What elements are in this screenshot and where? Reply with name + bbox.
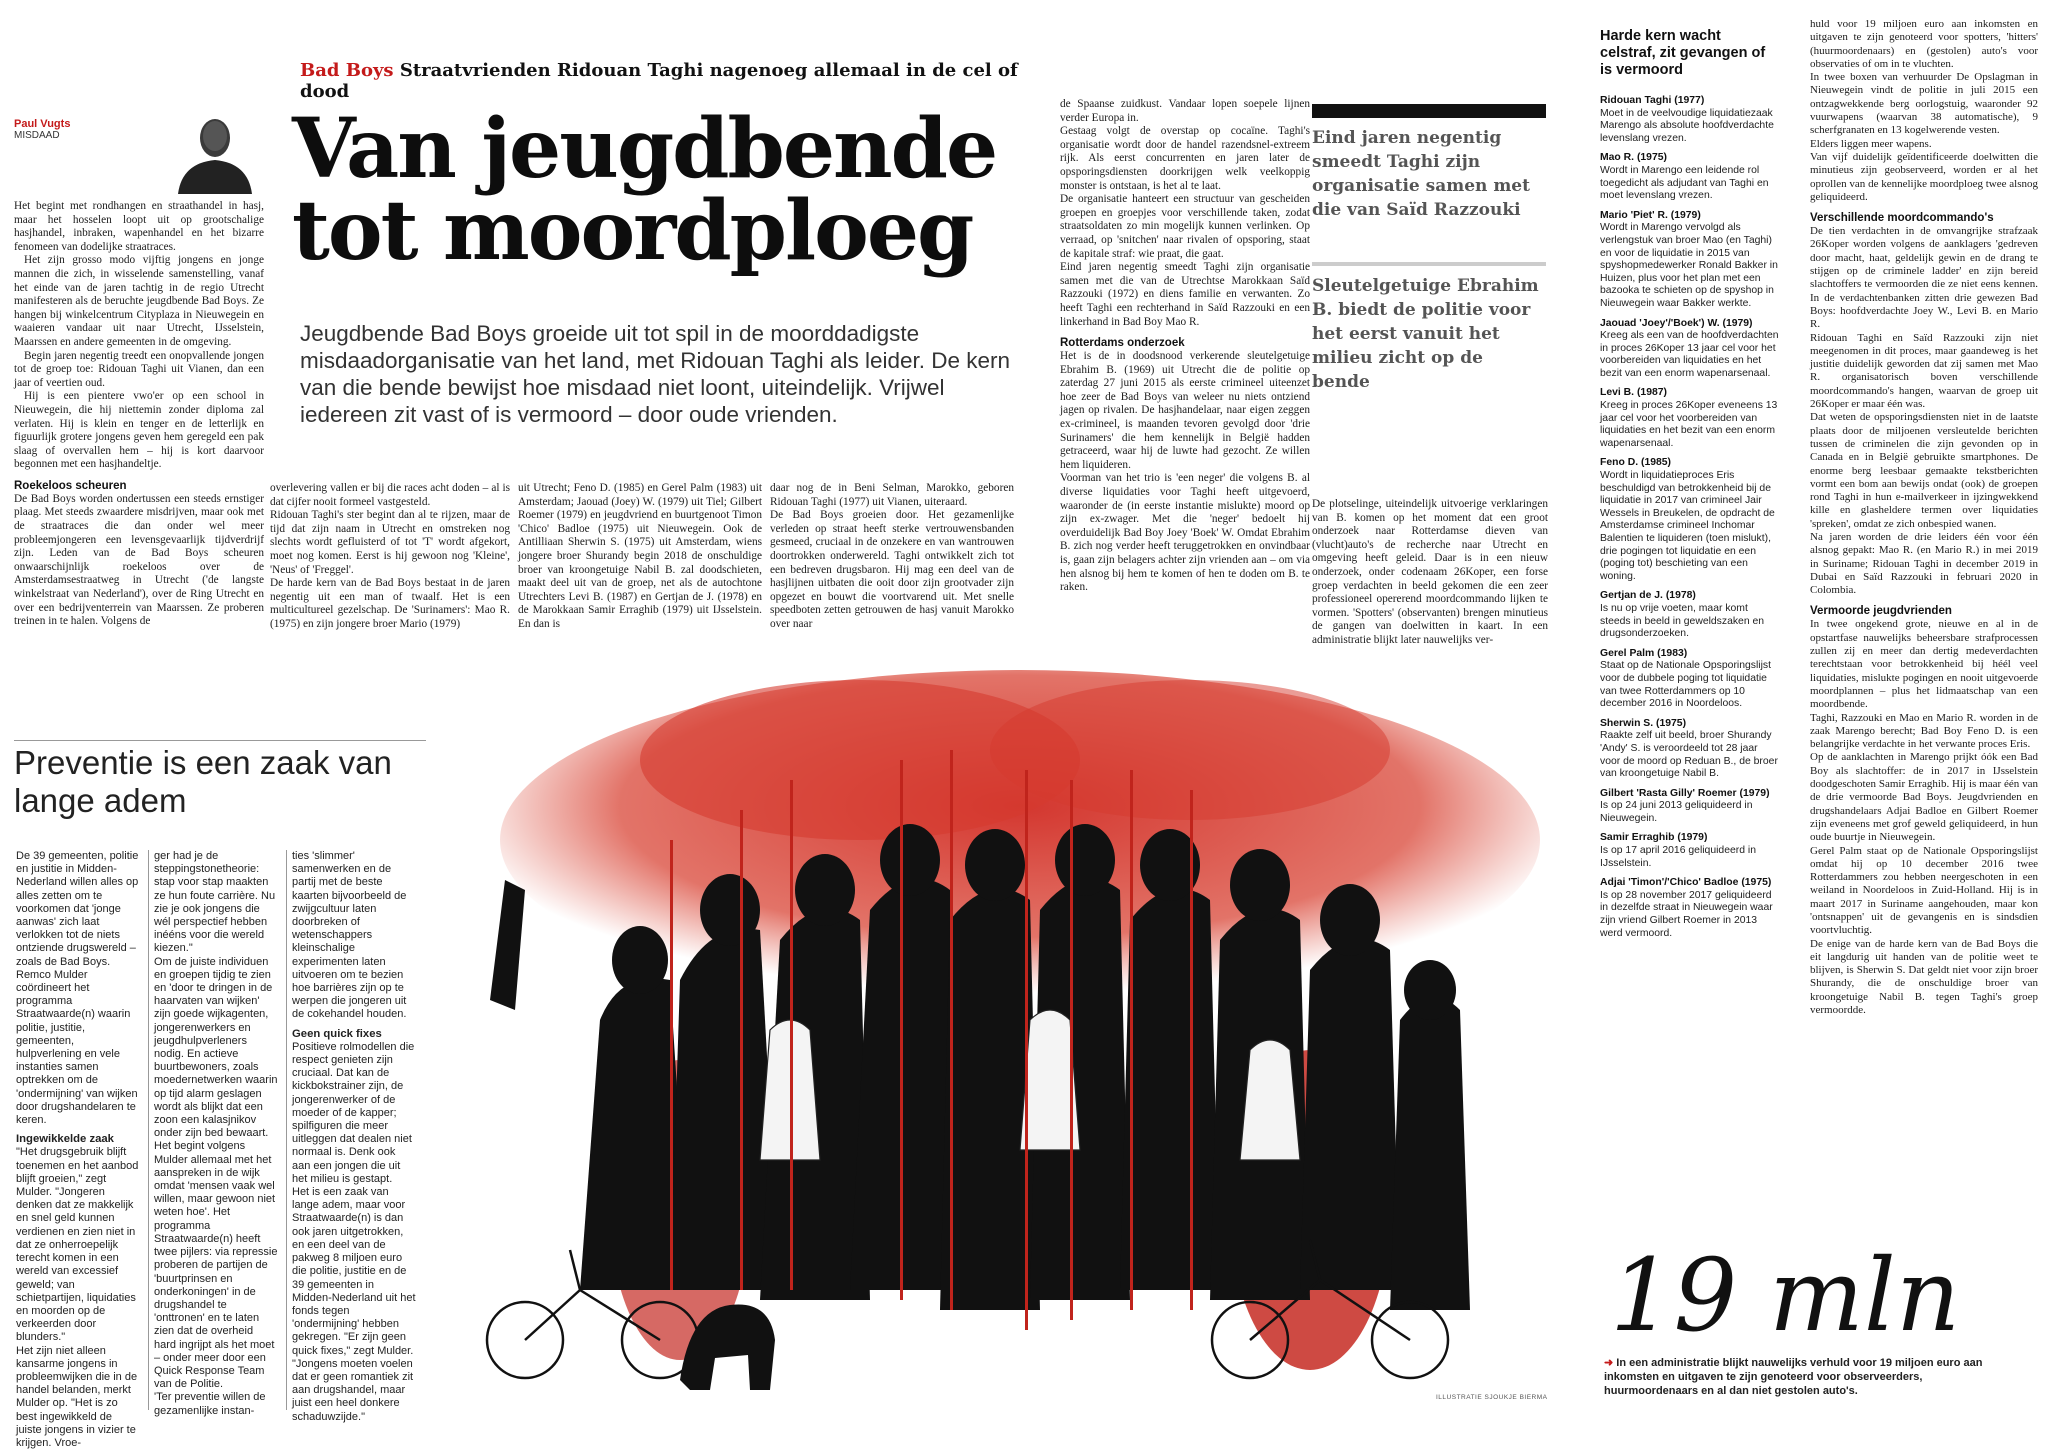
headline-line1: Van jeugdbende — [292, 101, 997, 197]
kicker — [300, 60, 1020, 102]
big-number-caption: ➜ In een administratie blijkt nauwelijks verhuld voor 19 miljoen euro aan inkomsten en uitgaven te zijn genoteerd voor observeerders, huurmoordenaars en al dan niet gestolen auto's. — [1604, 1357, 1983, 1397]
byline — [14, 118, 174, 141]
subhead-roekeloos: Roekeloos scheuren — [14, 479, 127, 492]
big-number: 19 mln — [1610, 1237, 1961, 1354]
sidebar-entry: Adjai 'Timon'/'Chico' Badloe (1975) Is op 28 november 2017 geliquideerd in dezelfde straat in Nieuwegein waar zijn vriend Gilbert Roemer in 2013 werd vermoord. — [1600, 877, 1773, 939]
sidebar-entry: Sherwin S. (1975) Raakte zelf uit beeld, broer Shurandy 'Andy' S. is veroordeeld tot 28 jaar voor de moord op Reduan B., de broer van kroongetuige Nabil B. — [1600, 717, 1778, 780]
quote-bar-2 — [1312, 262, 1546, 266]
body-column-8 — [1810, 18, 2038, 1148]
pull-quote-1: Eind jaren negentig smeedt Taghi zijn organisatie samen met die van Saïd Razzouki — [1312, 128, 1530, 220]
intro: Jeugdbende Bad Boys groeide uit tot spil in de moorddadigste misdaadorganisatie van het land, met Ridouan Taghi als leider. De kern van die bende bewijst hoe misdaad niet loont, uiteindelijk. Vrijwel iedereen zit vast of is vermoord – door oude vrienden. — [300, 321, 1011, 427]
subhead-rotterdams: Rotterdams onderzoek — [1060, 337, 1185, 350]
arrow-icon: ➜ — [1604, 1357, 1614, 1369]
sidebar-entry: Jaouad 'Joey'/'Boek') W. (1979) Kreeg als een van de hoofdverdachten in proces 26Koper 13 jaar cel voor het voorbereiden van liquidaties en het bezit van een enorm wapenarsenaal. — [1600, 317, 1779, 379]
body-column-3 — [518, 482, 762, 700]
prevention-column-3: ties 'slimmer' samenwerken en de partij met de beste kaarten bijvoorbeeld de zwijgcultuur laten doorbreken of wetenschappers kleinschalige experimenten laten uitvoeren om te bezien hoe barrières zijn op te werpen die jongeren uit de cokehandel houden. Geen quick fixes Positieve rolmodellen die respect genieten zijn cruciaal. Dat kan de kickbokstrainer zijn, de jongerenwerker of de moeder of de kapper; spilfiguren die meer uitleggen dat dealen niet normaal is. Denk ook aan een jongen die uit het milieu is gestapt. Het is een zaak van lange adem, maar voor Straatwaarde(n) is dan ook jaren uitgetrokken, en een deel van de pakweg 8 miljoen euro die politie, justitie en de 39 gemeenten in Midden-Nederland uit het fonds tegen 'ondermijning' hebben gekregen. "Er zijn geen quick fixes," zegt Mulder. "Jongens moeten voelen dat er geen romantiek zit aan drugshandel, maar juist een heel donkere schaduwzijde." — [292, 850, 416, 1423]
sidebar-entry: Levi B. (1987) Kreeg in proces 26Koper eveneens 13 jaar cel voor het voorbereiden van liquidaties en het bezit van een enorm wapenarsenaal. — [1600, 387, 1778, 449]
illustration-credit: ILLUSTRATIE SJOUKJE BIERMA — [1436, 1394, 1548, 1401]
col1-p3: Begin jaren negentig treedt een onopvallende jongen tot de groep toe: Ridouan Taghi uit Vianen, dan een jaar of veertien oud. — [14, 349, 264, 389]
prevention-divider — [148, 850, 149, 1410]
author-photo — [170, 108, 260, 194]
col3-text: uit Utrecht; Feno D. (1985) en Gerel Palm (1983) uit Amsterdam; Jaouad (Joey) W. (1979) uit Tiel; Gilbert Roemer (1979) en jeugdvriend en buurtgenoot Timon 'Chico' Badloe (1975) uit Nieuwegein. Ook de Antilliaan Sherwin S. (1975) uit Amsterdam, wiens jongere broer Shurandy begin 2018 de onschuldige broer van kroongetuige Nabil B. zal doodschieten, maakt deel uit van de groep, net als de autochtone Utrechters Levi B. (1987) en Gertjan de J. (1978) en de Marokkaan Samir Erraghib (1979) uit IJsselstein. En dan is — [518, 482, 762, 630]
body-column-6 — [1312, 498, 1548, 688]
col2-text: overlevering vallen er bij die races acht doden – al is dat cijfer nooit formeel vastgesteld. Ridouan Taghi's ster begint dan al te rijzen, maar de tijd dat zijn naam in Utrecht en omstreken nog slechts wordt gefluisterd of tot 'T' wordt afgekort, moet nog komen. Eerst is hij gewoon nog 'Kleine', 'Neus' of 'Freggel'. De harde kern van de Bad Boys bestaat in de jaren negentig uit een man of twaalf. Het is een multicultureel gezelschap. De 'Surinamers': Mao R. (1975) en zijn jongere broer Mario (1979) — [270, 482, 510, 630]
col1-p1: Het begint met rondhangen en straathandel in hasj, maar het hosselen loopt uit op grootschalige hasjhandel, inbraken, wapenhandel en het bizarre fenomeen van dodelijke straatraces. — [14, 200, 264, 253]
sidebar-entry: Ridouan Taghi (1977) Moet in de veelvoudige liquidatiezaak Marengo als absolute hoofdverdachte levenslang vrezen. — [1600, 95, 1774, 144]
prevention-column-2: ger had je de steppingstonetheorie: stap voor stap maakten ze hun foute carrière. Nu zie je ook jongens die wél perspectief hebben inééns voor die wereld kiezen." Om de juiste individuen en groepen tijdig te zien en 'door te dringen in de haarvaten van wijken' zijn goede wijkagenten, jongerenwerkers en jeugdhulpverleners nodig. En actieve buurtbewoners, zoals moedernetwerken waarin op tijd alarm geslagen wordt als blijkt dat een zoon een kalasjnikov onder zijn bed bewaart. Het begint volgens Mulder allemaal met het aanspreken in de wijk omdat 'mensen vaak wel willen, maar gewoon niet weten hoe'. Het programma Straatwaarde(n) heeft twee pijlers: via repressie proberen de partijen de 'buurtprinsen en onderkoningen' in de drugshandel te 'onttronen' en te laten zien dat de overheid hard ingrijpt als het moet – onder meer door een Quick Response Team van de Politie. 'Ter preventie willen de gezamenlijke instan- — [154, 850, 278, 1417]
subhead-vermoorde: Vermoorde jeugdvrienden — [1810, 605, 1952, 618]
quote-bar-1 — [1312, 104, 1546, 118]
sidebar-entry: Gilbert 'Rasta Gilly' Roemer (1979) Is op 24 juni 2013 geliquideerd in Nieuwegein. — [1600, 787, 1770, 824]
sidebar-list — [1600, 88, 1780, 1088]
col1-p2: Het zijn grosso modo vijftig jongens en jonge mannen die zich, in wisselende samenstelling, vanaf het einde van de jaren tachtig in de regio Utrecht manifesteren als de beruchte jeugdbende Bad Boys. Ze hangen bij winkelcentrum Cityplaza in Nieuwegein en waaieren vandaar uit naar Utrecht, IJsselstein, Maarssen en andere gemeenten in de omgeving. — [14, 254, 264, 348]
illustration — [430, 690, 1598, 1410]
body-column-2 — [270, 482, 510, 700]
sidebar-entry: Feno D. (1985) Wordt in liquidatieproces Eris beschuldigd van betrokkenheid bij de liquidatie in 2017 van crimineel Jair Wessels in Breukelen, de opdracht de Amsterdamse crimineel Inchomar Balentien te liquideren (toen mislukt), drie pogingen tot liquidatie en een (poging tot) beschieting van een woning. — [1600, 457, 1775, 582]
prevention-rule — [14, 740, 426, 741]
byline-name: Paul Vugts — [14, 118, 71, 130]
sidebar-entry: Samir Erraghib (1979) Is op 17 april 2016 geliquideerd in IJsselstein. — [1600, 832, 1756, 869]
kicker-rest: Straatvrienden Ridouan Taghi nagenoeg allemaal in de cel of dood — [300, 60, 1018, 102]
col4-text: daar nog de in Beni Selman, Marokko, geboren Ridouan Taghi (1977) uit Vianen, uiteraard. De Bad Boys groeien door. Het gezamenlijke verleden op straat heeft sterke vertrouwensbanden gesmeed, cruciaal in de onzekere en van wantrouwen doortrokken onderwereld. Taghi ontwikkelt zich tot een bedreven drugsbaron. Hij mag een deel van de hasjlijnen uitbaten die ooit door zijn grootvader zijn opgezet en bouwt die voortvarend uit. Met snelle speedboten zetten getrouwen de hasj vanuit Marokko over naar — [770, 482, 1014, 630]
sidebar-entry: Mao R. (1975) Wordt in Marengo een leidende rol toegedicht als adjudant van Taghi en moet levenslang vrezen. — [1600, 152, 1769, 202]
body-column-4 — [770, 482, 1014, 700]
col1-p5: De Bad Boys worden ondertussen een steeds ernstiger plaag. Met steeds zwaardere misdrijven, maar ook met de straatraces die dan onder wel meer probleemjongeren een levensgevaarlijk tijdverdrijf zijn. Leden van de Bad Boys scheuren onwaarschijnlijk roekeloos over de Amsterdamsestraatweg in Utrecht ('de langste winkelstraat van Nederland'), over de Ring Utrecht en over een bedrijventerrein van Maarssen. Ze proberen treinen in te halen. Volgens de — [14, 492, 264, 628]
col8-text2: De tien verdachten in de omvangrijke strafzaak 26Koper worden volgens de aanklagers 'gedreven door macht, haat, geldelijk gewin en de drang te stijgen op de criminele ladder' en zijn bereid slachtoffers te vermoorden die ze niet eens kennen. In de verdachtenbanken zitten drie gewezen Bad Boys: hoofdverdachte Joey W., Levi B. en Mario R. Ridouan Taghi en Saïd Razzouki zijn niet meegenomen in dit proces, maar gaandeweg is het justitie duidelijk geworden dat zij samen met Mao R. organisatorisch boven verschillende moordcommando's hangen, waarvan de groep uit 26Koper er maar één was. Dat weten de opsporingsdiensten niet in de laatste plaats door de miljoenen versleutelde berichten tussen de criminelen die zijn gevonden op in Canada en in België gebruikte smartphones. De enorme berg leesbaar gemaakte tekstberichten vormt een bom aan bewijs ondat (ook) de groepen rond Taghi in hun e-mailverkeer in ijzingwekkend kille en glasheldere termen over liquidaties 'spreken', omdat ze zich onbespied wanen. Na jaren worden de drie leiders één voor één alsnog gepakt: Mao R. (en Mario R.) in mei 2019 in Suriname; Ridouan Taghi in december 2019 in Dubai en Saïd Razzouki in februari 2020 in Colombia. — [1810, 225, 2038, 597]
col8-text3: In twee ongekend grote, nieuwe en al in de opstartfase nauwelijks beheersbare strafprocessen zullen zij en meer dan dertig medeverdachten terechtstaan voor betrokkenheid bij héél veel liquidaties, mislukte pogingen en nooit uitgevoerde moordplannen – plus het lidmaatschap van een moordbende. Taghi, Razzouki en Mao en Mario R. worden in de zaak Marengo berecht; Bad Boy Feno D. is een belangrijke verdachte in het verwante proces Eris. Op de aanklachten in Marengo prijkt óók een Bad Boy als slachtoffer: de in 2017 in IJsselstein doodgeschoten Samir Erraghib. Hij is maar één van de drie vermoorde Bad Boys. Jeugdvrienden en drugshandelaars Adjai Badloe en Gilbert Roemer zijn eveneens met grof geweld geliquideerd, in hun oude buurtje in Nieuwegein. Gerel Palm staat op de Nationale Opsporingslijst omdat hij op 10 december 2016 twee Rotterdammers zou hebben neergeschoten in een weiland in Noordeloos in Zuid-Holland. Hij is in maart 2017 in Suriname aangehouden, maar kon 'ontsnappen' uit de gevangenis en is sindsdien voortvluchtig. De enige van de harde kern van de Bad Boys die eit langdurig uit handen van de politie weet te blijven, is Sherwin S. Dat geldt niet voor zijn broer Shurandy, die de onschuldige broer van kroongetuige Nabil B. tegen Taghi's groep vermoordde. — [1810, 618, 2038, 1017]
sidebar-entry: Gertjan de J. (1978) Is nu op vrije voeten, maar komt steeds in beeld in geweldszaken en drugsonderzoeken. — [1600, 590, 1765, 640]
sidebar-entry: Gerel Palm (1983) Staat op de Nationale Opsporingslijst voor de dubbele poging tot liquidatie van twee Rotterdammers op 10 december 2016 in Noordeloos. — [1600, 647, 1771, 710]
byline-role: MISDAAD — [14, 130, 60, 141]
col8-text: huld voor 19 miljoen euro aan inkomsten en uitgaven te zijn genoteerd voor spotters, 'hitters' (huurmoordenaars) en (gestolen) auto's voor observaties of om in te vluchten. In twee boxen van verhuurder De Opslagman in Nieuwegein vindt de politie in juli 2015 een ontzagwekkende berg oorlogstuig, waaronder 92 vuurwapens (waarvan 38 automatische), 9 scherfgranaten en 13 kogelwerende vesten. Elders liggen meer wapens. Van vijf duidelijk geïdentificeerde doelwitten die minutieus zijn geobserveerd, worden er al het oprollen van de kennelijke moordploeg twee alsnog geliquideerd. — [1810, 18, 2038, 203]
subhead-moordcommandos: Verschillende moordcommando's — [1810, 212, 1994, 225]
body-column-5 — [1060, 98, 1310, 688]
prevention-title: Preventie is een zaak van lange adem — [14, 744, 392, 819]
headline — [292, 101, 1012, 279]
headline-line2: tot moordploeg — [292, 183, 973, 279]
illustration-svg — [430, 690, 1598, 1410]
sidebar-title: Harde kern wacht celstraf, zit gevangen of is vermoord — [1600, 28, 1766, 78]
prevention-column-1: De 39 gemeenten, politie en justitie in Midden-Nederland willen alles op alles zetten om te voorkomen dat 'jonge aanwas' zich laat verlokken tot de niets ontziende drugswereld – zoals de Bad Boys. Remco Mulder coördineert het programma Straatwaarde(n) waarin politie, justitie, gemeenten, hulpverlening en vele instanties samen optrekken om de 'ondermijning' van wijken door drugshandelaren te keren. Ingewikkelde zaak "Het drugsgebruik blijft toenemen en het aanbod blijft groeien," zegt Mulder. "Jongeren denken dat ze makkelijk en snel geld kunnen verdienen en zien niet in dat ze onherroepelijk terecht komen in een wereld van excessief geweld; van schietpartijen, liquidaties en moorden op de verkeerden door blunders." Het zijn niet alleen kansarme jongens in probleemwijken die in de handel belanden, merkt Mulder op. "Het is zo best ingewikkeld de juiste jongens in vizier te krijgen. Vroe- — [16, 850, 139, 1449]
kicker-red: Bad Boys — [300, 60, 394, 81]
col5-text: de Spaanse zuidkust. Vandaar lopen soepele lijnen verder Europa in. Gestaag volgt de overstap op cocaïne. Taghi's organisatie wordt door de handel razendsnel-extreem rijk. Als eerst concurrenten en jaren later de opsporingsdiensten doorkrijgen welk veelkoppig monster is ontstaan, is het al te laat. De organisatie hanteert een structuur van gescheiden groepen en groepjes voor verschillende taken, zodat straatsoldaten zo min mogelijk kunnen verlinken. Op verraad, op 'snitchen' naar rivalen of opsporing, staat de kapitale straf: wie praat, die gaat. Eind jaren negentig smeedt Taghi zijn organisatie samen met die van de Utrechtse Marokkaan Saïd Razzouki (1972) en diens familie en verwanten. Zo heeft Taghi een rechterhand in Saïd Razzouki en een linkerhand in Bad Boy Mao R. — [1060, 98, 1310, 328]
col1-p4: Hij is een pientere vwo'er op een school in Nieuwegein, die hij niettemin zonder diploma zal verlaten. Hij is klein en tenger en de letterlijk en figuurlijk grotere jongens geven hem geregeld een pak slaag of overvallen hem – hij is kort daarvoor begonnen met een hasjhandeltje. — [14, 390, 264, 471]
body-column-1 — [14, 200, 264, 700]
pull-quote-2: Sleutelgetuige Ebrahim B. biedt de politie voor het eerst vanuit het milieu zicht op de bende — [1312, 276, 1539, 392]
sidebar-entry: Mario 'Piet' R. (1979) Wordt in Marengo vervolgd als verlengstuk van broer Mao (en Taghi) en voor de liquidatie in 2015 van spyshopmedewerker Ronald Bakker in Huizen, plus voor het plan met een bazooka te schieten op de spyshop in Nieuwegein waar Bakker werkte. — [1600, 209, 1778, 309]
col6-text: De plotselinge, uiteindelijk uitvoerige verklaringen van B. komen op het moment dat een groot onderzoek naar Rotterdamse dieven van (vlucht)auto's de recherche naar Utrecht en omgeving heeft geleid. Daar is in een nieuw onderzoek, onder codenaam 26Koper, een forse groep verdachten in beeld gekomen die een zeer professioneel opererend moordcommando lijken te vormen. 'Spotters' (observanten) brengen minutieus de gangen van doelwitten in kaart. In een administratie blijkt later nauwelijks ver- — [1312, 498, 1548, 646]
prevention-divider — [286, 850, 287, 1410]
col5-text2: Het is de in doodsnood verkerende sleutelgetuige Ebrahim B. (1969) uit Utrecht die de politie op zaterdag 27 juni 2015 als eerste crimineel uiteenzet hoe zeer de Bad Boys van weleer nu niets ontziend jagen op rivalen. De hasjhandelaar, naar eigen zeggen ex-crimineel, is maanden tevoren gevolgd door 'drie Surinamers' die hem kennelijk in België hadden getraceerd, waar hij de luwte had gezocht. Ze willen hem liquideren. Voorman van het trio is 'een neger' die volgens B. al diverse liquidaties voor Taghi heeft uitgevoerd, waaronder de (in eerste instantie mislukte) moord op zijn ex-zwager. Met die 'neger' bedoelt hij overduidelijk Bad Boy Joey 'Boek' W. Omdat Ebrahim B. zich nog verder heeft teruggetrokken en onvindbaar is, gaan zijn belagers achter zijn vrienden aan – om via hen alsnog bij hem te komen of hen te doden om B. te raken. — [1060, 350, 1310, 594]
